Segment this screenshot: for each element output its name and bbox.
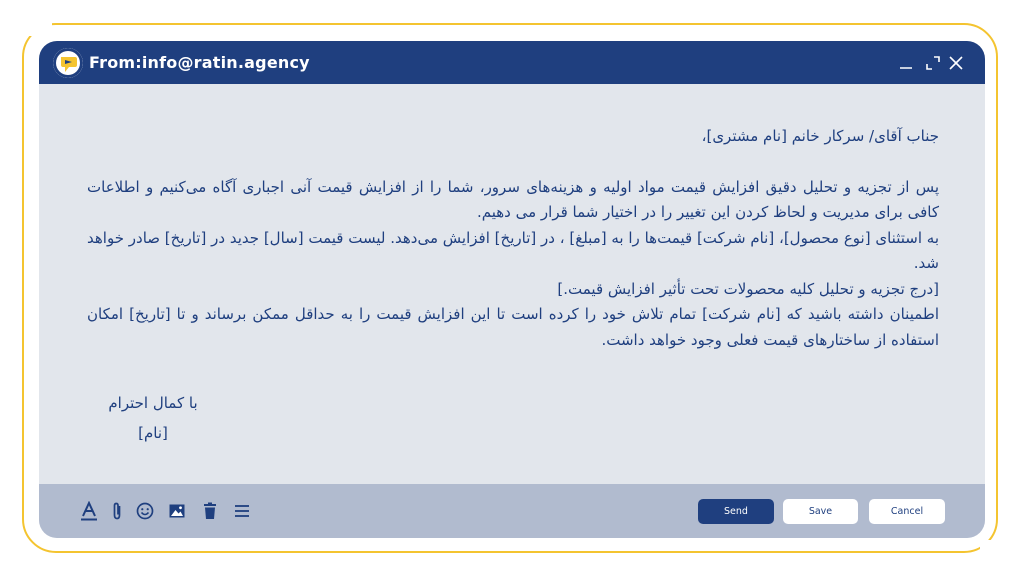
- message-line: [درج تجزیه و تحلیل کلیه محصولات تحت تأثیر افزایش قیمت.]: [557, 279, 939, 298]
- text-format-icon[interactable]: [79, 501, 99, 521]
- minimize-icon[interactable]: [898, 55, 914, 71]
- ratin-logo-icon: [53, 48, 83, 78]
- menu-icon[interactable]: [232, 501, 252, 521]
- message-greeting: جناب آقای/ سرکار خانم [نام مشتری]،: [701, 127, 939, 145]
- message-line: اطمینان داشته باشید که [نام شرکت] تمام تلاش خود را کرده است تا این افزایش قیمت را به حداقل ممکن برساند و تا [تاریخ] امکان استفاده از ساختارهای قیمت فعلی وجود خواهد داشت.: [87, 305, 939, 349]
- paragraph-gap: [87, 150, 939, 175]
- compose-toolbar: [39, 484, 985, 538]
- frame-gap-top-left: [18, 10, 52, 36]
- title-bar: [39, 41, 985, 84]
- signature-name: [نام]: [138, 424, 168, 442]
- message-text: [87, 124, 939, 353]
- email-compose-window: [39, 41, 985, 538]
- closing-text: با کمال احترام: [108, 394, 198, 412]
- cancel-button[interactable]: Cancel: [869, 499, 945, 524]
- send-button[interactable]: Send: [698, 499, 774, 524]
- image-icon[interactable]: [167, 501, 187, 521]
- frame-gap-bottom-right: [980, 540, 1010, 566]
- emoji-icon[interactable]: [135, 501, 155, 521]
- paperclip-icon[interactable]: [107, 501, 127, 521]
- message-line: به استثنای [نوع محصول]، [نام شرکت] قیمت‌ها را به [مبلغ] ، در [تاریخ] افزایش می‌دهد. لیست قیمت [سال] جدید در [تاریخ] صادر خواهد شد.: [87, 228, 939, 272]
- save-button[interactable]: Save: [783, 499, 858, 524]
- trash-icon[interactable]: [200, 501, 220, 521]
- close-icon[interactable]: [948, 55, 964, 71]
- signature-block: [97, 388, 209, 448]
- expand-icon[interactable]: [925, 55, 941, 71]
- message-line: پس از تجزیه و تحلیل دقیق افزایش قیمت مواد اولیه و هزینه‌های سرور، شما را از افزایش قیمت آنی اجباری آگاه می‌کنیم و اطلاعات کافی برای مدیریت و لحاظ کردن این تغییر را در اختیار شما قرار می دهیم.: [87, 177, 939, 221]
- message-body[interactable]: [39, 84, 985, 484]
- sender-address: From:info@ratin.agency: [89, 53, 310, 72]
